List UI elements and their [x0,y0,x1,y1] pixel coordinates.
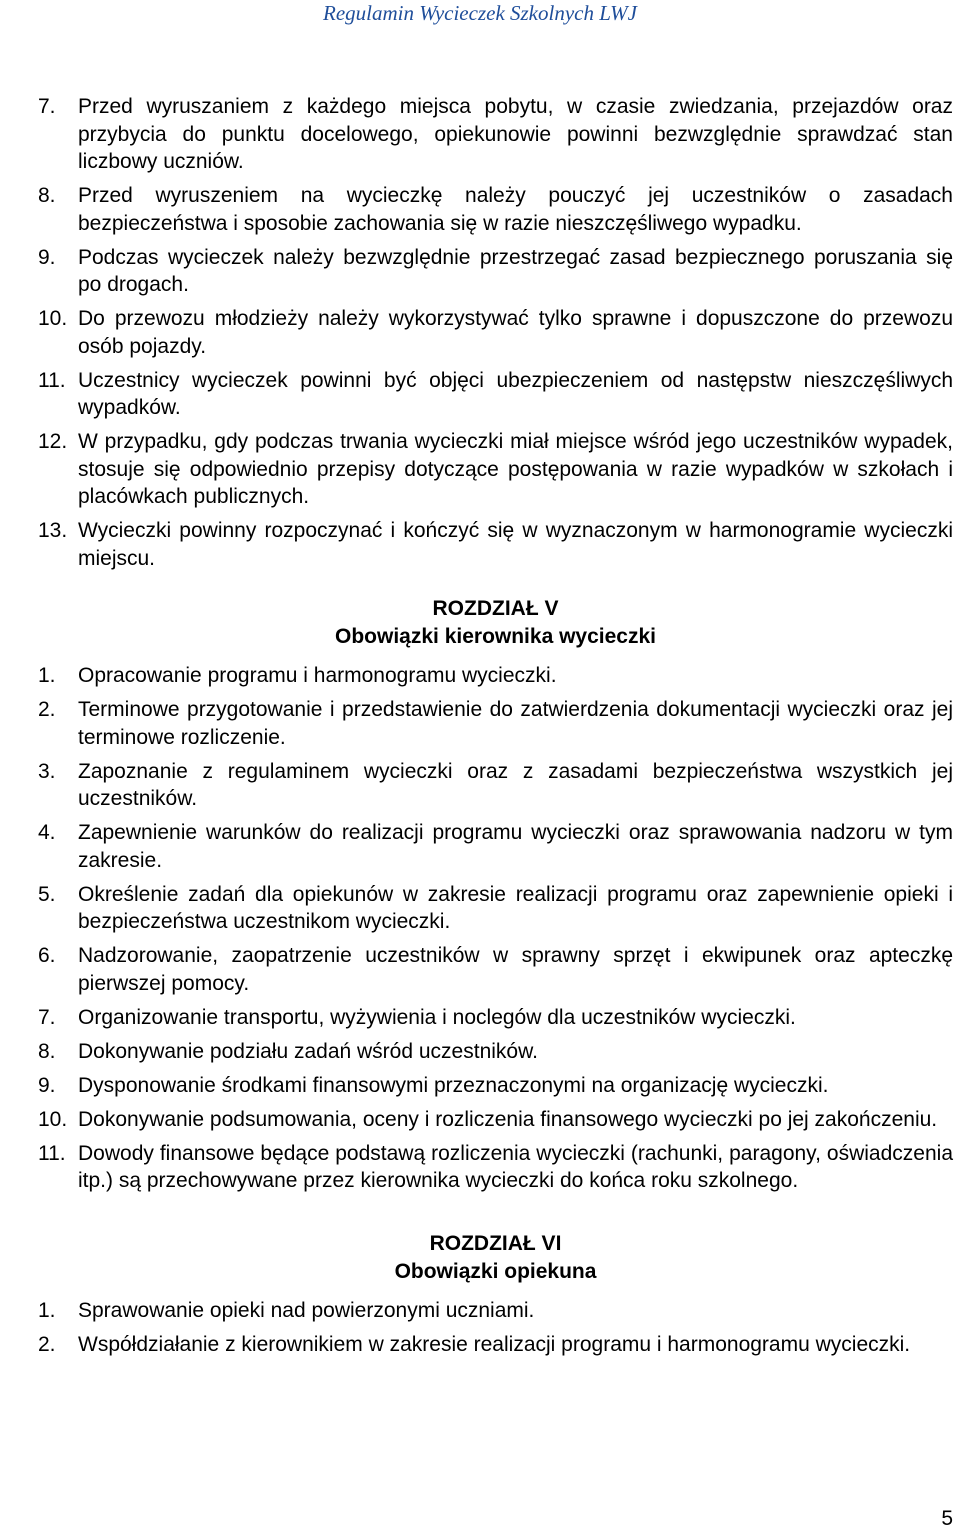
list-item-number: 10. [38,1107,68,1131]
list-item-text: Określenie zadań dla opiekunów w zakresie realizacji programu oraz zapewnienie opieki i bezpieczeństwa uczestnikom wycieczki. [78,882,953,933]
list-item-text: W przypadku, gdy podczas trwania wycieczki miał miejsce wśród jego uczestników wypadek, stosuje się odpowiednio przepisy dotyczące postępowania w razie wypadków w szkołach i placówkach publicznych. [78,430,953,508]
list-item-number: 6. [38,944,56,967]
list-item [38,182,953,237]
list-item-number: 8. [38,1039,56,1063]
list-item-text: Wycieczki powinny rozpoczynać i kończyć się w wyznaczonym w harmonogramie wycieczki miejscu. [78,519,953,570]
list-item-number: 11. [38,1141,66,1165]
list-item-number: 2. [38,1332,56,1356]
list-item-number: 1. [38,1298,56,1322]
list-item [38,1038,953,1066]
chapter-6-header [38,1230,953,1286]
chapter-title: Obowiązki opiekuna [394,1259,597,1283]
list-item-number: 13. [38,519,68,542]
list-item-number: 9. [38,1073,56,1097]
list-item [38,1297,953,1325]
list-item [38,942,953,997]
list-item [38,428,953,511]
list-item [38,758,953,813]
chapter-6-list [38,1297,953,1359]
list-item [38,881,953,936]
list-item-number: 10. [38,307,68,330]
list-item-text: Sprawowanie opieki nad powierzonymi uczniami. [78,1298,535,1322]
list-item-text: Dokonywanie podsumowania, oceny i rozliczenia finansowego wycieczki po jej zakończeniu. [78,1107,938,1131]
list-item-text: Dokonywanie podziału zadań wśród uczestników. [78,1039,538,1063]
list-item [38,367,953,422]
list-item-text: Zapewnienie warunków do realizacji programu wycieczki oraz sprawowania nadzoru w tym zakresie. [78,821,953,872]
list-item-number: 12. [38,430,68,453]
list-item [38,1106,953,1134]
chapter-title: Obowiązki kierownika wycieczki [335,625,656,648]
list-item-text: Zapoznanie z regulaminem wycieczki oraz z zasadami bezpieczeństwa wszystkich jej uczestników. [78,759,953,810]
chapter-5-header [38,595,953,651]
list-item-text: Dowody finansowe będące podstawą rozliczenia wycieczki (rachunki, paragony, oświadczenia itp.) są przechowywane przez kierownika wycieczki do końca roku szkolnego. [78,1141,953,1192]
list-item [38,819,953,874]
list-item-number: 8. [38,184,56,207]
list-item [38,1331,953,1359]
list-item-text: Organizowanie transportu, wyżywienia i noclegów dla uczestników wycieczki. [78,1005,796,1029]
list-item-text: Uczestnicy wycieczek powinni być objęci ubezpieczeniem od następstw nieszczęśliwych wypadków. [78,368,953,419]
list-item-text: Przed wyruszaniem z każdego miejsca pobytu, w czasie zwiedzania, przejazdów oraz przybycia do punktu docelowego, opiekunowie powinni bezwzględnie sprawdzać stan liczbowy uczniów. [78,95,953,173]
list-item-number: 7. [38,95,56,118]
list-item-number: 3. [38,759,56,783]
list-item [38,1004,953,1032]
list-item-text: Terminowe przygotowanie i przedstawienie do zatwierdzenia dokumentacji wycieczki oraz jej terminowe rozliczenie. [78,698,953,749]
list-item [38,93,953,176]
chapter-heading: ROZDZIAŁ VI [429,1231,562,1255]
list-item-number: 7. [38,1005,56,1029]
document-body [38,93,953,1365]
list-item-text: Do przewozu młodzieży należy wykorzystywać tylko sprawne i dopuszczone do przewozu osób pojazdy. [78,307,953,358]
list-item-text: Podczas wycieczek należy bezwzględnie przestrzegać zasad bezpiecznego poruszania się po drogach. [78,245,953,296]
list-item-number: 4. [38,821,56,844]
list-item-text: Dysponowanie środkami finansowymi przeznaczonymi na organizację wycieczki. [78,1073,829,1097]
list-item-number: 11. [38,368,66,392]
list-item [38,1140,953,1195]
list-item-number: 5. [38,882,56,906]
list-item-text: Opracowanie programu i harmonogramu wycieczki. [78,664,557,687]
list-item [38,662,953,690]
list-item [38,517,953,572]
list-item-text: Przed wyruszeniem na wycieczkę należy pouczyć jej uczestników o zasadach bezpieczeństwa i sposobie zachowania się w razie nieszczęśliwego wypadku. [78,184,953,235]
chapter-5-list [38,662,953,1195]
list-item [38,1072,953,1100]
list-item-number: 2. [38,698,56,721]
list-item [38,244,953,299]
chapter-heading: ROZDZIAŁ V [432,597,559,620]
list-item [38,305,953,360]
page-number: 5 [941,1507,953,1530]
list-item-text: Współdziałanie z kierownikiem w zakresie realizacji programu i harmonogramu wycieczki. [78,1332,911,1356]
list-item-number: 1. [38,664,56,687]
running-header: Regulamin Wycieczek Szkolnych LWJ [323,1,637,25]
rules-list-continued [38,93,953,572]
list-item-text: Nadzorowanie, zaopatrzenie uczestników w sprawny sprzęt i ekwipunek oraz apteczkę pierwszej pomocy. [78,944,953,995]
list-item [38,696,953,751]
list-item-number: 9. [38,245,56,269]
